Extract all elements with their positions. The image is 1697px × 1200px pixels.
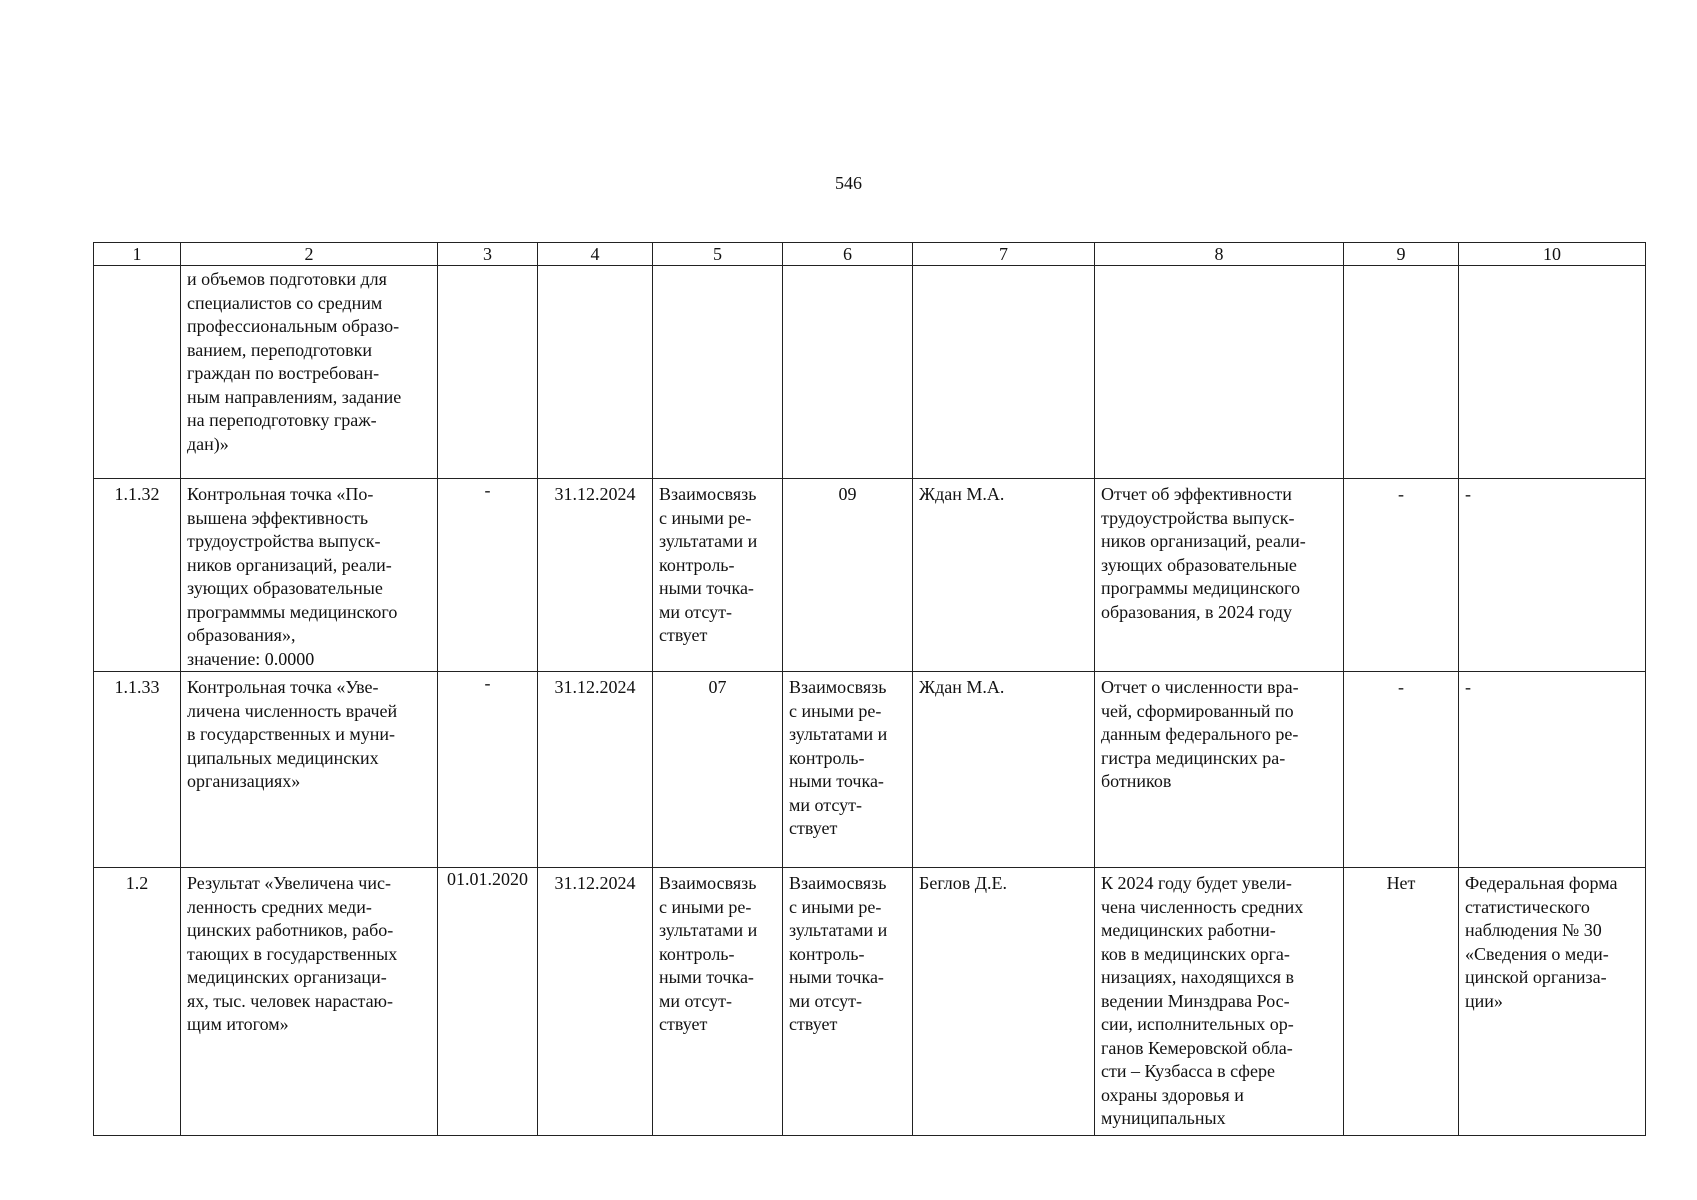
- cell-text-line: в государственных и муни-: [187, 724, 396, 744]
- cell-text-line: 31.12.2024: [554, 677, 636, 697]
- table-cell-col-7: [913, 479, 1095, 672]
- table-cell-col-7: [913, 672, 1095, 868]
- cell-text-line: 09: [838, 484, 857, 504]
- table-cell-col-4: [538, 266, 653, 479]
- cell-text-line: 1.2: [125, 873, 149, 893]
- cell-text-line: 01.01.2020: [447, 869, 528, 889]
- cell-text-line: тающих в государственных: [187, 943, 398, 964]
- table-cell-col-2: [181, 868, 438, 1136]
- cell-text-line: гистра медицинских ра-: [1101, 747, 1286, 768]
- table-cell-col-1: [94, 479, 181, 672]
- cell-text-line: -: [1465, 677, 1471, 697]
- cell-text-line: охраны здоровья и: [1101, 1084, 1244, 1105]
- table-row: [94, 479, 1646, 672]
- cell-text-line: зующих образовательные: [1101, 554, 1297, 575]
- cell-text-line: ях, тыс. человек нарастаю-: [187, 990, 393, 1011]
- table-cell-col-4: [538, 479, 653, 672]
- table-cell-col-9: [1344, 479, 1459, 672]
- table-cell-col-5: [653, 266, 783, 479]
- cell-text-line: зультатами и: [789, 920, 888, 940]
- cell-text-line: данным федерального ре-: [1101, 724, 1299, 744]
- cell-text-line: Результат «Увеличена чис-: [187, 873, 391, 893]
- cell-text-line: 31.12.2024: [554, 873, 636, 893]
- cell-text-line: зультатами и: [659, 531, 758, 551]
- cell-text-line: ганов Кемеровской обла-: [1101, 1037, 1293, 1058]
- cell-text-line: программы медицинского: [1101, 578, 1300, 598]
- table-cell-col-4: [538, 672, 653, 868]
- cell-text-line: Ждан М.А.: [919, 484, 1005, 504]
- table-cell-col-8: [1095, 266, 1344, 479]
- table-cell-col-8: [1095, 479, 1344, 672]
- cell-text-line: ботников: [1101, 771, 1172, 791]
- cell-text-line: 07: [708, 677, 727, 697]
- cell-text-line: цинских работников, рабо-: [187, 920, 394, 940]
- table-cell-col-10: [1459, 266, 1646, 479]
- cell-text-line: низациях, находящихся в: [1101, 967, 1295, 987]
- cell-text-line: медицинских работни-: [1101, 920, 1276, 940]
- table-cell-col-3: [438, 479, 538, 672]
- cell-text-line: значение: 0.0000: [187, 648, 315, 669]
- cell-text-line: ми отсут-: [659, 601, 732, 622]
- table-cell-col-2: [181, 672, 438, 868]
- cell-text-line: ведении Минздрава Рос-: [1101, 990, 1290, 1011]
- cell-text-line: ми отсут-: [659, 990, 732, 1011]
- table-cell-col-6: [783, 672, 913, 868]
- cell-text-line: контроль-: [659, 554, 735, 575]
- cell-text-line: Взаимосвязь: [659, 873, 757, 893]
- column-header: 4: [538, 243, 653, 266]
- table-cell-col-3: [438, 672, 538, 868]
- cell-text-line: 1.1.32: [114, 484, 160, 504]
- cell-text-line: личена численность врачей: [187, 700, 398, 721]
- column-header: 10: [1459, 243, 1646, 266]
- cell-text-line: с иными ре-: [789, 896, 882, 917]
- table-cell-col-10: [1459, 868, 1646, 1136]
- cell-text-line: программмы медицинского: [187, 601, 398, 622]
- cell-text-line: образования»,: [187, 625, 296, 645]
- cell-text-line: образования, в 2024 году: [1101, 601, 1293, 622]
- cell-text-line: 31.12.2024: [554, 484, 636, 504]
- cell-text-line: организациях»: [187, 771, 301, 791]
- cell-text-line: ным направлениям, задание: [187, 386, 402, 407]
- table-cell-col-3: [438, 868, 538, 1136]
- table-cell-col-7: [913, 868, 1095, 1136]
- cell-text-line: вышена эффективность: [187, 507, 369, 528]
- cell-text-line: ными точка-: [789, 771, 884, 791]
- column-header: 3: [438, 243, 538, 266]
- cell-text-line: дан)»: [187, 433, 229, 454]
- cell-text-line: чена численность средних: [1101, 896, 1304, 917]
- column-header: 1: [94, 243, 181, 266]
- cell-text-line: сии, исполнительных ор-: [1101, 1014, 1294, 1034]
- cell-text-line: контроль-: [789, 747, 865, 768]
- cell-text-line: Федеральная форма: [1465, 873, 1618, 893]
- cell-text-line: ными точка-: [659, 967, 754, 987]
- cell-text-line: граждан по востребован-: [187, 363, 380, 383]
- cell-text-line: специалистов со средним: [187, 292, 383, 313]
- table-cell-col-6: [783, 868, 913, 1136]
- cell-text-line: ции»: [1465, 990, 1503, 1011]
- cell-text-line: «Сведения о меди-: [1465, 943, 1609, 964]
- cell-text-line: Взаимосвязь: [659, 484, 757, 504]
- table-cell-col-1: [94, 266, 181, 479]
- cell-text-line: наблюдения № 30: [1465, 920, 1602, 940]
- table-row: [94, 672, 1646, 868]
- cell-text-line: ствует: [789, 818, 838, 838]
- cell-text-line: ными точка-: [789, 967, 884, 987]
- cell-text-line: ствует: [789, 1014, 838, 1034]
- cell-text-line: щим итогом»: [187, 1014, 289, 1034]
- cell-text-line: ципальных медицинских: [187, 747, 379, 768]
- column-header: 9: [1344, 243, 1459, 266]
- cell-text-line: Контрольная точка «По-: [187, 484, 374, 504]
- cell-text-line: Отчет об эффективности: [1101, 484, 1292, 504]
- table-cell-col-5: [653, 868, 783, 1136]
- table-cell-col-8: [1095, 672, 1344, 868]
- table-cell-col-3: [438, 266, 538, 479]
- table-cell-col-9: [1344, 266, 1459, 479]
- cell-text-line: Нет: [1386, 873, 1416, 893]
- table-row: [94, 266, 1646, 479]
- table-cell-col-10: [1459, 479, 1646, 672]
- table-cell-col-2: [181, 479, 438, 672]
- table-cell-col-2: [181, 266, 438, 479]
- header-row: [94, 243, 1646, 266]
- cell-text-line: цинской организа-: [1465, 967, 1607, 987]
- table-cell-col-9: [1344, 868, 1459, 1136]
- column-header: 5: [653, 243, 783, 266]
- cell-text-line: медицинских организаци-: [187, 967, 387, 987]
- cell-text-line: Отчет о численности вра-: [1101, 677, 1299, 697]
- table-row: [94, 868, 1646, 1136]
- cell-text-line: статистического: [1465, 896, 1590, 917]
- table-cell-col-4: [538, 868, 653, 1136]
- cell-text-line: трудоустройства выпуск-: [1101, 507, 1295, 528]
- cell-text-line: Взаимосвязь: [789, 677, 887, 697]
- cell-text-line: Контрольная точка «Уве-: [187, 677, 379, 697]
- cell-text-line: ствует: [659, 1014, 708, 1034]
- table-cell-col-6: [783, 266, 913, 479]
- column-header: 7: [913, 243, 1095, 266]
- cell-text-line: и объемов подготовки для: [187, 269, 387, 289]
- cell-text-line: ми отсут-: [789, 990, 862, 1011]
- page-number: 546: [835, 173, 862, 193]
- cell-text-line: чей, сформированный по: [1101, 700, 1294, 721]
- cell-text-line: 1.1.33: [114, 677, 160, 697]
- cell-text-line: ствует: [659, 625, 708, 645]
- cell-text-line: сти – Кузбасса в сфере: [1101, 1061, 1275, 1081]
- column-header: 8: [1095, 243, 1344, 266]
- cell-text-line: ников организаций, реали-: [187, 554, 392, 575]
- table-cell-col-1: [94, 868, 181, 1136]
- cell-text-line: зующих образовательные: [187, 578, 383, 598]
- cell-text-line: на переподготовку граж-: [187, 410, 377, 430]
- cell-text-line: -: [484, 480, 491, 500]
- table-cell-col-10: [1459, 672, 1646, 868]
- cell-text-line: -: [1465, 484, 1471, 504]
- column-header: 6: [783, 243, 913, 266]
- cell-text-line: -: [1398, 484, 1404, 504]
- cell-text-line: зультатами и: [659, 920, 758, 940]
- cell-text-line: с иными ре-: [659, 896, 752, 917]
- cell-text-line: Ждан М.А.: [919, 677, 1005, 697]
- cell-text-line: -: [484, 673, 491, 693]
- cell-text-line: зультатами и: [789, 724, 888, 744]
- schedule-table: [93, 242, 1646, 1136]
- cell-text-line: ми отсут-: [789, 794, 862, 815]
- cell-text-line: К 2024 году будет увели-: [1101, 873, 1292, 893]
- cell-text-line: ленность средних меди-: [187, 896, 372, 917]
- column-header: 2: [181, 243, 438, 266]
- table-cell-col-5: [653, 479, 783, 672]
- cell-text-line: -: [1398, 677, 1404, 697]
- cell-text-line: Беглов Д.Е.: [919, 873, 1008, 893]
- cell-text-line: ников организаций, реали-: [1101, 531, 1306, 551]
- cell-text-line: ными точка-: [659, 578, 754, 598]
- table-cell-col-8: [1095, 868, 1344, 1136]
- cell-text-line: ванием, переподготовки: [187, 339, 372, 360]
- table-cell-col-1: [94, 672, 181, 868]
- cell-text-line: с иными ре-: [659, 507, 752, 528]
- table-cell-col-7: [913, 266, 1095, 479]
- table-cell-col-6: [783, 479, 913, 672]
- cell-text-line: Взаимосвязь: [789, 873, 887, 893]
- table-cell-col-5: [653, 672, 783, 868]
- cell-text-line: ков в медицинских орга-: [1101, 943, 1290, 964]
- cell-text-line: с иными ре-: [789, 700, 882, 721]
- cell-text-line: контроль-: [659, 943, 735, 964]
- cell-text-line: муниципальных: [1101, 1108, 1226, 1128]
- cell-text-line: трудоустройства выпуск-: [187, 531, 381, 551]
- cell-text-line: профессиональным образо-: [187, 316, 400, 336]
- table-cell-col-9: [1344, 672, 1459, 868]
- cell-text-line: контроль-: [789, 943, 865, 964]
